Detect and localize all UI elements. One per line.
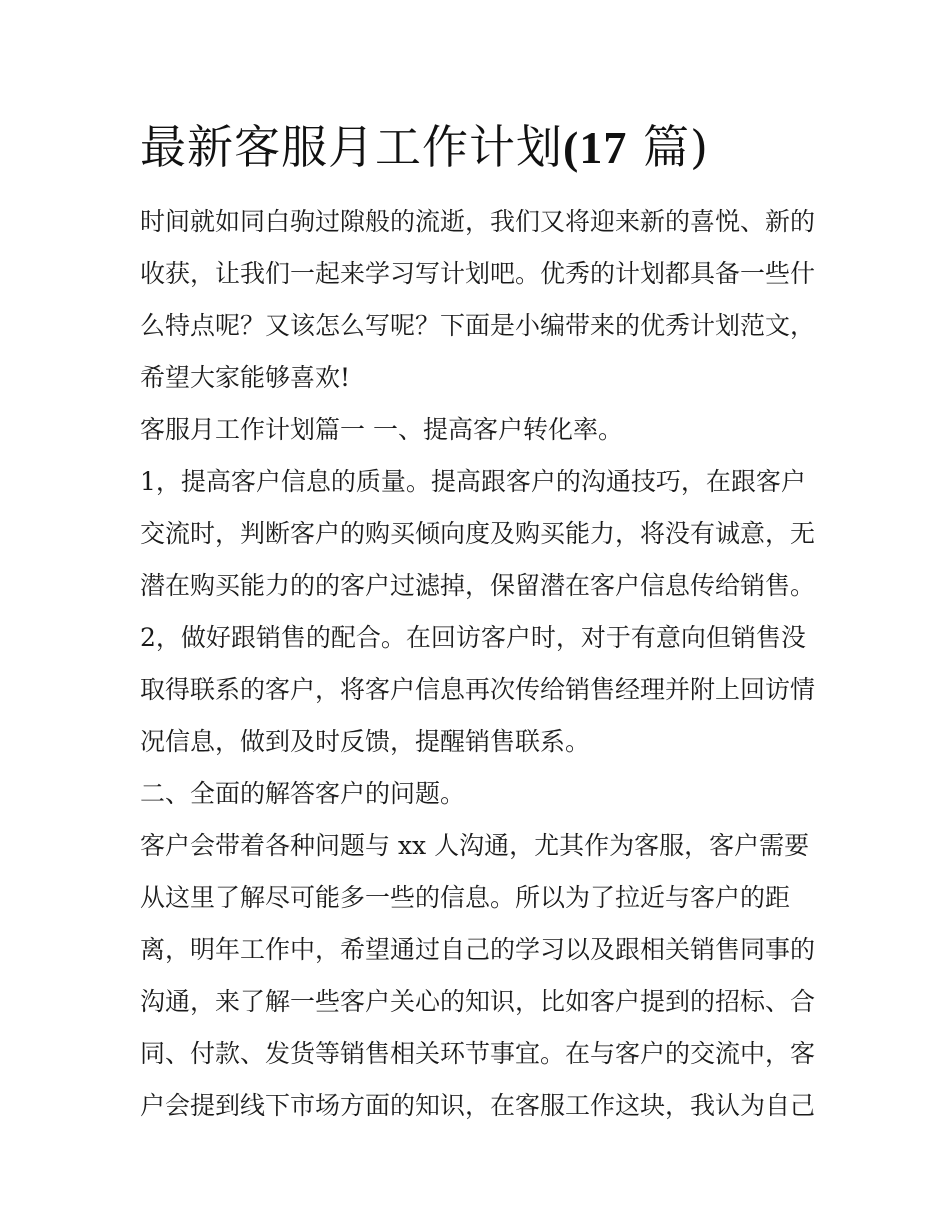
title-tail: 篇) [627,120,709,174]
text-line: 况信息，做到及时反馈，提醒销售联系。 [140,727,591,756]
body-text [140,196,820,1132]
text-line: 客户会带着各种问题与 xx 人沟通，尤其作为客服，客户需要 [140,831,810,860]
text-line: 希望大家能够喜欢! [140,363,351,392]
text-line: 收获，让我们一起来学习写计划吧。优秀的计划都具备一些什 [140,259,816,288]
text-line: 同、付款、发货等销售相关环节事宜。在与客户的交流中，客 [140,1039,816,1068]
title-main: 最新客服月工作计划 [140,120,563,174]
text-line: 离，明年工作中，希望通过自己的学习以及跟相关销售同事的 [140,935,816,964]
text-line: 时间就如同白驹过隙般的流逝，我们又将迎来新的喜悦、新的 [140,207,816,236]
text-line: 从这里了解尽可能多一些的信息。所以为了拉近与客户的距 [140,883,791,912]
page-title [140,116,709,179]
text-line: 沟通，来了解一些客户关心的知识，比如客户提到的招标、合 [140,987,816,1016]
text-line: 取得联系的客户，将客户信息再次传给销售经理并附上回访情 [140,675,816,704]
text-line: 1，提高客户信息的质量。提高跟客户的沟通技巧，在跟客户 [140,467,806,496]
section-heading-line: 二、全面的解答客户的问题。 [140,779,466,808]
title-count: (17 [563,122,628,173]
text-line: 潜在购买能力的的客户过滤掉，保留潜在客户信息传给销售。 [140,571,816,600]
text-line: 么特点呢？又该怎么写呢？下面是小编带来的优秀计划范文， [140,311,816,340]
section-heading-line: 客服月工作计划篇一 一、提高客户转化率。 [140,415,623,444]
text-line: 2，做好跟销售的配合。在回访客户时，对于有意向但销售没 [140,623,806,652]
text-line: 户会提到线下市场方面的知识，在客服工作这块，我认为自己 [140,1091,816,1120]
text-line: 交流时，判断客户的购买倾向度及购买能力，将没有诚意，无 [140,519,816,548]
